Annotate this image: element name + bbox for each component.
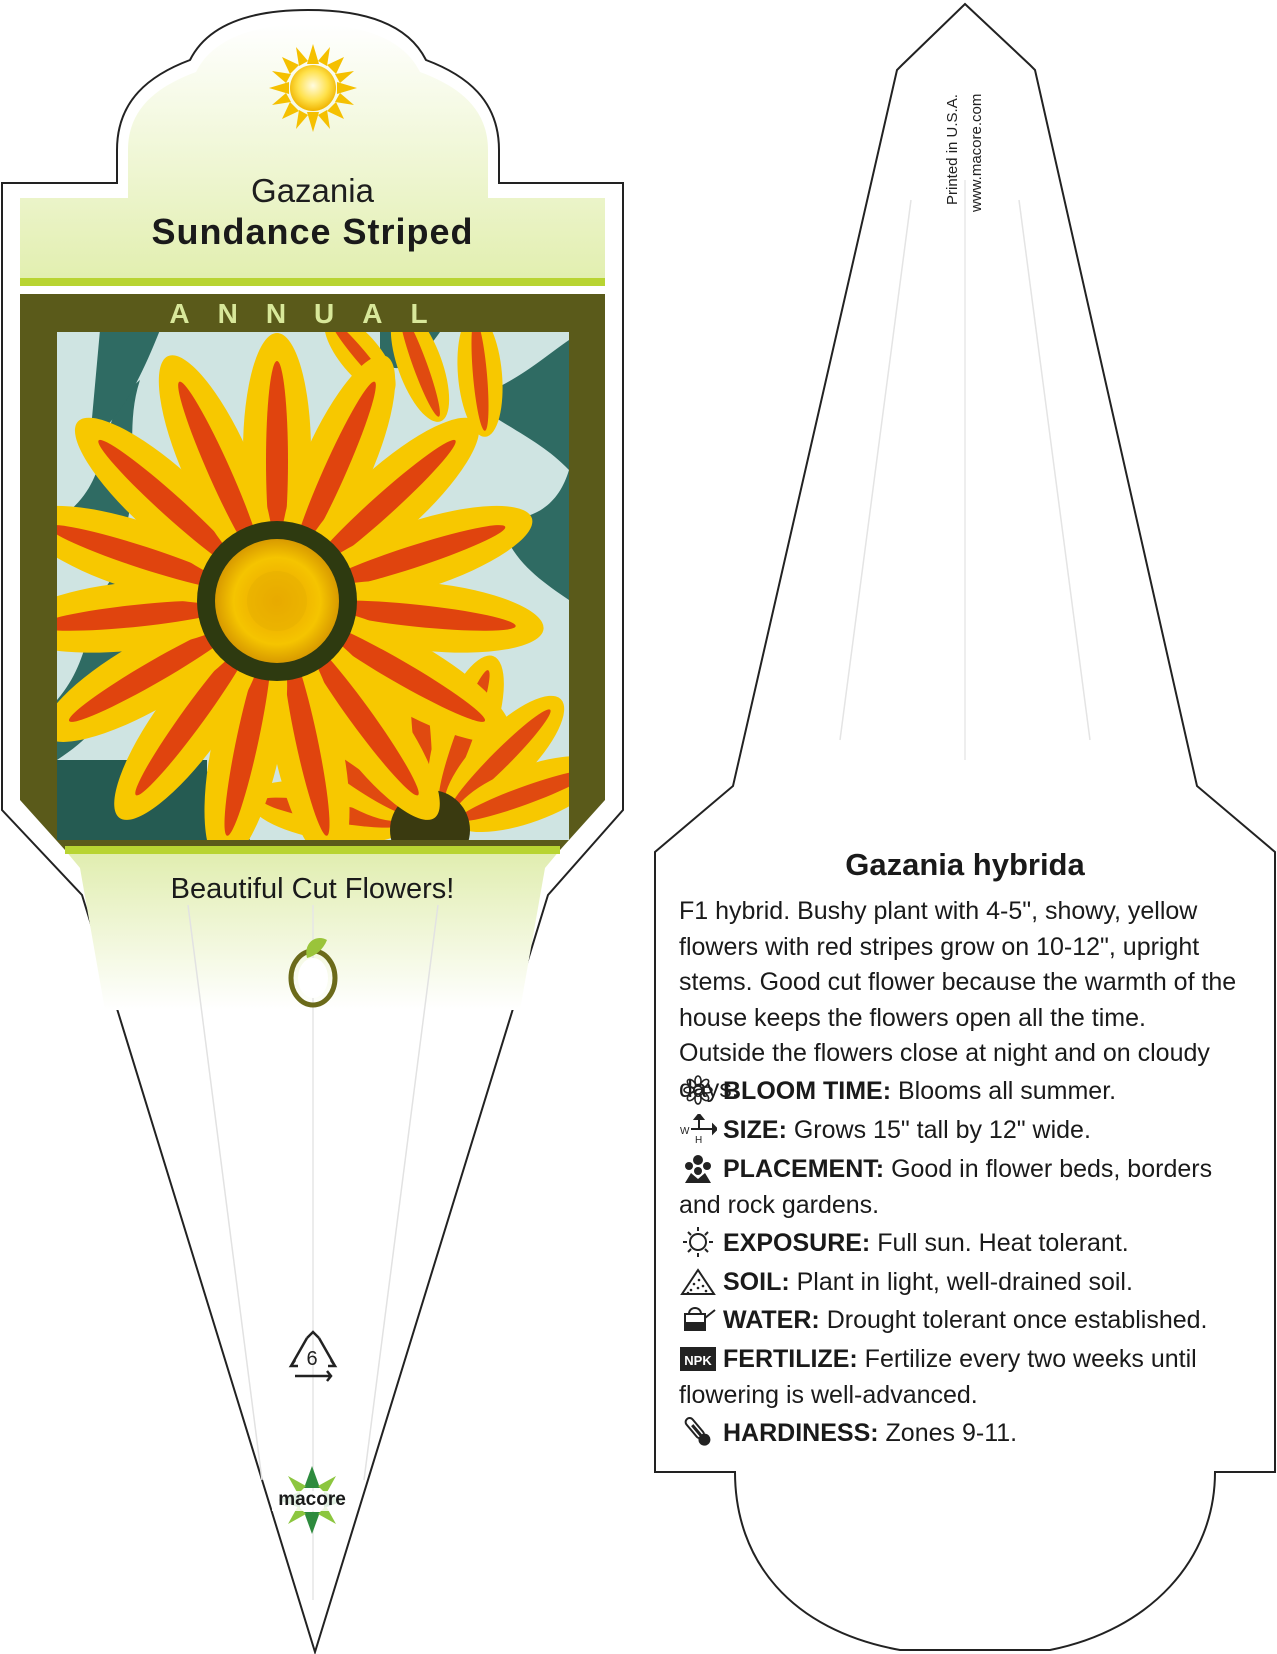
flower-photo [7, 301, 614, 870]
care-text: Zones 9-11. [885, 1419, 1018, 1447]
printed-in-label: Printed in U.S.A. [944, 94, 961, 205]
brand-name: macore [278, 1489, 346, 1510]
svg-text:NPK: NPK [684, 1353, 712, 1368]
watering-can-icon [679, 1304, 717, 1334]
svg-text:H: H [695, 1135, 703, 1144]
care-text: Plant in light, well-drained soil. [796, 1268, 1133, 1296]
sun-icon [269, 44, 357, 132]
svg-text:W: W [680, 1126, 690, 1137]
placement-icon [679, 1153, 717, 1183]
plant-category: ANNUAL [169, 298, 456, 329]
recycle-code: 6 [306, 1348, 318, 1370]
size-arrows-icon [679, 1114, 717, 1144]
care-size [679, 1113, 1244, 1149]
tagline: Beautiful Cut Flowers! [170, 873, 455, 905]
care-soil [679, 1265, 1244, 1301]
care-label: PLACEMENT: [723, 1155, 885, 1183]
care-fertilize [679, 1342, 1244, 1413]
care-text: Good in flower beds, borders and rock gardens. [679, 1155, 1213, 1219]
npk-icon [679, 1343, 717, 1373]
care-label: BLOOM TIME: [723, 1077, 892, 1105]
care-water [679, 1303, 1244, 1339]
website-label: www.macore.com [968, 93, 985, 212]
care-label: HARDINESS: [723, 1419, 879, 1447]
care-label: FERTILIZE: [723, 1345, 858, 1373]
cultivar-name: Sundance Striped [151, 211, 474, 252]
common-name: Gazania [251, 172, 374, 209]
description: F1 hybrid. Bushy plant with 4-5", showy, yellow flowers with red stripes grow on 10-12", upright stems. Good cut flower because the warmth of the house keeps the flowers open all the time. Outside the flowers close at night and on cloudy days. [679, 897, 1237, 1103]
care-label: SOIL: [723, 1268, 790, 1296]
care-text: Grows 15" tall by 12" wide. [793, 1116, 1091, 1144]
flower-icon [679, 1075, 717, 1105]
care-bloom-time [679, 1074, 1244, 1110]
care-exposure [679, 1226, 1244, 1262]
soil-icon [679, 1266, 717, 1296]
botanical-name: Gazania hybrida [845, 847, 1085, 882]
care-hardiness [679, 1416, 1244, 1452]
thermometer-icon [679, 1417, 717, 1447]
care-label: EXPOSURE: [723, 1229, 871, 1257]
care-label: SIZE: [723, 1116, 787, 1144]
care-text: Blooms all summer. [897, 1077, 1117, 1105]
care-label: WATER: [723, 1306, 820, 1334]
care-text: Full sun. Heat tolerant. [877, 1229, 1129, 1257]
care-text: Drought tolerant once established. [826, 1306, 1208, 1334]
sun-exposure-icon [679, 1227, 717, 1257]
care-text: Fertilize every two weeks until flowering is well-advanced. [679, 1345, 1197, 1409]
care-placement [679, 1152, 1244, 1223]
